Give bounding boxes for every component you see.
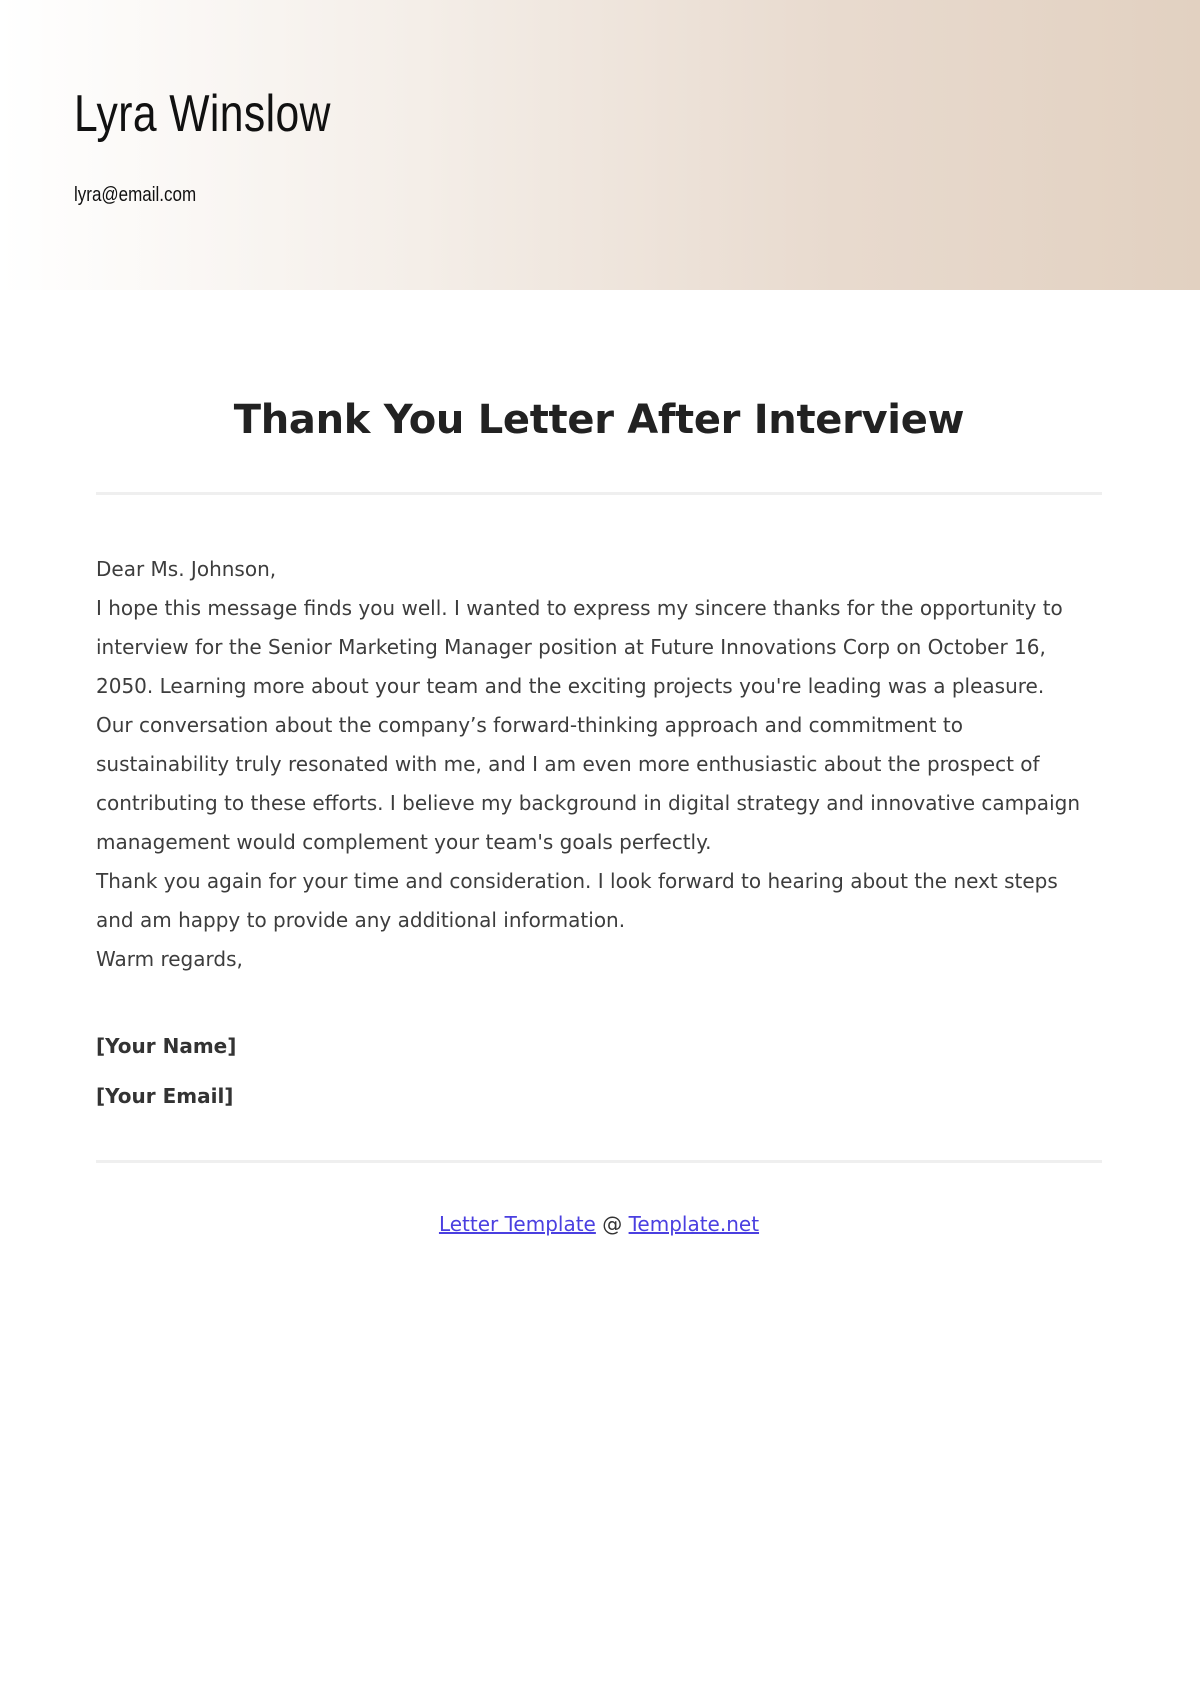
signature-name: [Your Name] (96, 1034, 237, 1058)
footer (96, 1208, 1102, 1240)
footer-separator: @ (602, 1212, 623, 1236)
header-banner (0, 0, 1200, 290)
letter-greeting: Dear Ms. Johnson, (96, 557, 277, 581)
template-net-link[interactable]: Template.net (628, 1212, 760, 1236)
divider-top (96, 492, 1102, 495)
letter-paragraph-2: Our conversation about the company’s forward-thinking approach and commitment to sustainability truly resonated with me, and I am even more enthusiastic about the prospect of contributing to these efforts. I believe my background in digital strategy and innovative campaign management would complement your team's goals perfectly. (96, 713, 1080, 854)
sender-email: lyra@email.com (74, 184, 197, 206)
letter-body (96, 550, 1096, 979)
signature-block (96, 1025, 696, 1125)
sender-name: Lyra Winslow (74, 85, 331, 143)
divider-bottom (96, 1160, 1102, 1163)
letter-paragraph-1: I hope this message finds you well. I wanted to express my sincere thanks for the opportunity to interview for the Senior Marketing Manager position at Future Innovations Corp on October 16, 2050. Learning more about your team and the exciting projects you're leading was a pleasure. (96, 596, 1063, 698)
letter-title: Thank You Letter After Interview (233, 397, 965, 443)
signature-email: [Your Email] (96, 1084, 234, 1108)
letter-closing: Warm regards, (96, 947, 243, 971)
letter-paragraph-3: Thank you again for your time and consideration. I look forward to hearing about the next steps and am happy to provide any additional information. (96, 869, 1058, 932)
letter-template-link[interactable]: Letter Template (438, 1212, 596, 1236)
